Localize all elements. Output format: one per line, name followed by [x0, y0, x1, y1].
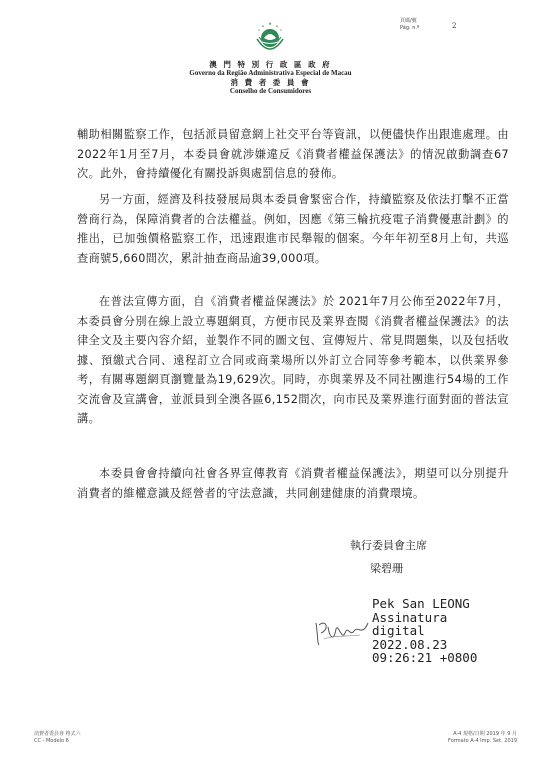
page-number-box — [400, 18, 460, 32]
footer-format-pt: Formato A-4 Imp. Set. 2019 — [448, 738, 517, 744]
footer-left — [34, 731, 81, 745]
gov-name-zh: 澳 門 特 別 行 政 區 政 府 — [209, 60, 332, 69]
macau-emblem-icon — [251, 19, 289, 57]
paragraph-3 — [77, 292, 509, 429]
page-number-label-pt: Pág. n.º — [400, 25, 420, 31]
page-number-label-zh: 頁碼/號 — [400, 18, 417, 24]
signatory-name: 梁碧珊 — [370, 562, 403, 575]
footer-right — [427, 731, 517, 745]
paragraph-text: 本委員會會持續向社會各界宣傳教育《消費者權益保護法》，期望可以分別提升消費者的維權意識及經營者的守法意識，共同創建健康的消費環境。 — [77, 467, 509, 500]
digital-signature-line: digital — [372, 623, 425, 638]
page-number-value: 2 — [452, 22, 457, 30]
paragraph-4 — [77, 464, 509, 503]
council-name-pt: Conselho de Consumidores — [229, 87, 312, 95]
digital-signature-block — [372, 597, 477, 665]
digital-signature-line: 09:26:21 +0800 — [372, 650, 478, 665]
signatory-title: 執行委員會主席 — [350, 539, 427, 552]
digital-signature-line: Pek San LEONG — [372, 596, 470, 611]
paragraph-text: 輔助相關監察工作，包括派員留意網上社交平台等資訊，以便儘快作出跟進處理。由2022年1月至7月，本委員會就涉嫌違反《消費者權益保護法》的情況啟動調查67次。此外，會持續優化有關投訴與處罰信息的發佈。 — [77, 128, 509, 180]
paragraph-text: 另一方面，經濟及科技發展局與本委員會緊密合作，持續監察及依法打擊不正當營商行為，保障消費者的合法權益。例如，因應《第三輪抗疫電子消費優惠計劃》的推出，已加強價格監察工作，迅速跟進市民舉報的個案。今年年初至8月上旬，共巡查商號5,660間次，累計抽查商品逾39,000項。 — [77, 193, 509, 265]
letterhead — [0, 60, 541, 96]
digital-signature-line: Assinatura — [372, 609, 448, 625]
gov-name-pt: Governo da Região Administrativa Especial de Macau — [189, 69, 352, 77]
paragraph-1 — [77, 125, 509, 184]
handwritten-signature-icon — [312, 615, 372, 649]
footer-form-code: CC - Modelo 6 — [34, 738, 69, 744]
digital-signature-line: 2022.08.23 — [372, 636, 448, 652]
footer-form-zh: 消費者委員會 格式六 — [34, 731, 81, 737]
paragraph-text: 在普法宣傳方面，自《消費者權益保護法》於 2021年7月公佈至2022年7月，本委員會分別在線上設立專題網頁，方便市民及業界查閱《消費者權益保護法》的法律全文及主要內容介紹，並製作不同的圖文包、宣傳短片、常見問題集，以及包括收據、預繳式合同、遠程訂立合同或商業場所以外訂立合同等參考範本，以供業界參考，有關專題網頁瀏覽量為19,629次。同時，亦與業界及不同社團進行54場的工作交流會及宣講會，並派員到全澳各區6,152間次，向市民及業界進行面對面的普法宣講。 — [77, 295, 509, 425]
footer-format-zh: A-4 規格/日期 2019 年 9 月 — [453, 731, 517, 737]
paragraph-2 — [77, 190, 509, 268]
council-name-zh: 消 費 者 委 員 會 — [230, 78, 311, 87]
